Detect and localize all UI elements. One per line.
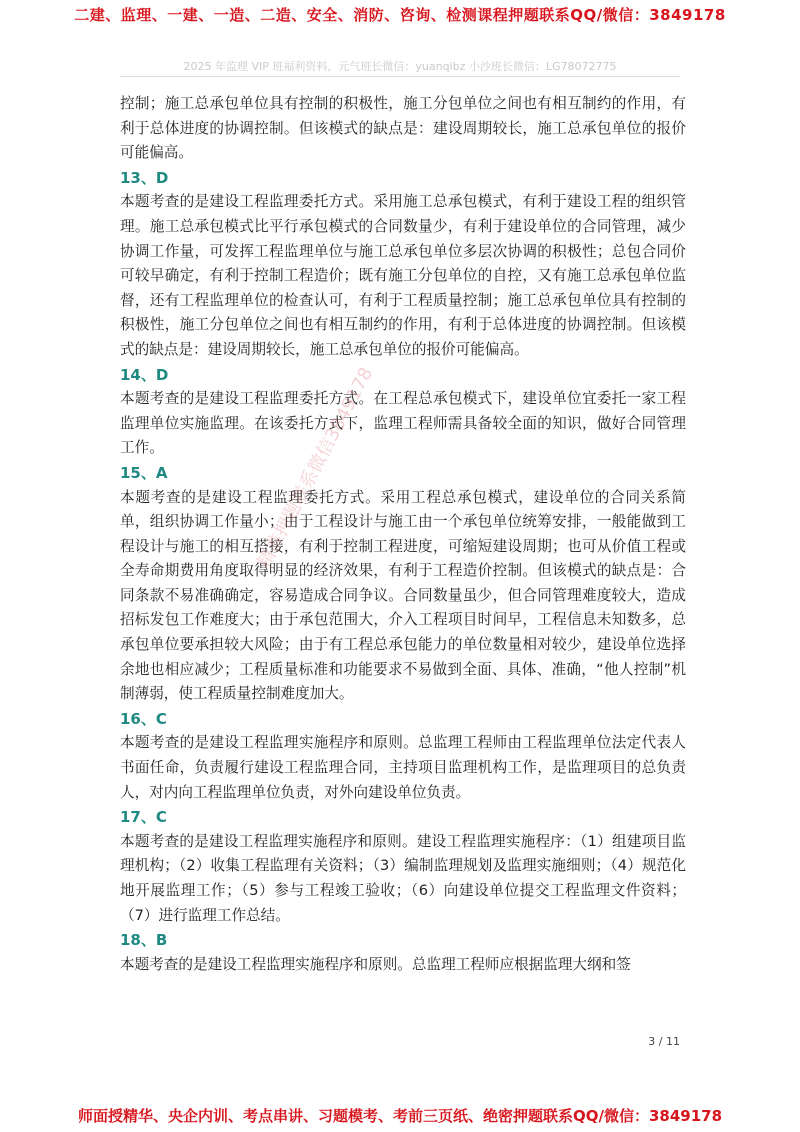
answer-heading-14: 14、D: [120, 365, 169, 384]
document-subtitle: 2025 年监理 VIP 班福利资料，元气班长微信：yuanqibz 小沙班长微信：LG78072775: [183, 60, 617, 73]
document-body: [120, 92, 686, 977]
answer-heading-17: 17、C: [120, 808, 167, 827]
paragraph-continued: 控制；施工总承包单位具有控制的积极性，施工分包单位之间也有相互制约的作用，有利于总体进度的协调控制。但该模式的缺点是：建设周期较长，施工总承包单位的报价可能偏高。: [120, 95, 686, 162]
answer-explanation-18: 本题考查的是建设工程监理实施程序和原则。总监理工程师应根据监理大纲和签: [120, 955, 631, 973]
answer-explanation-14: 本题考查的是建设工程监理委托方式。在工程总承包模式下，建设单位宜委托一家工程监理单位实施监理。在该委托方式下，监理工程师需具备较全面的知识，做好合同管理工作。: [120, 390, 686, 457]
top-promo-banner: 二建、监理、一建、一造、二造、安全、消防、咨询、检测课程押题联系QQ/微信：3849178: [74, 6, 726, 24]
header-divider: [120, 76, 680, 77]
answer-heading-13: 13、D: [120, 168, 169, 187]
answer-explanation-15: 本题考查的是建设工程监理委托方式。采用工程总承包模式，建设单位的合同关系简单，组织协调工作量小；由于工程设计与施工由一个承包单位统筹安排，一般能做到工程设计与施工的相互搭接，有利于控制工程进度，可缩短建设周期；也可从价值工程或全寿命期费用角度取得明显的经济效果，有利于工程造价控制。但该模式的缺点是：合同条款不易准确确定，容易造成合同争议。合同数量虽少，但合同管理难度较大，造成招标发包工作难度大；由于承包范围大，介入工程项目时间早，工程信息未知数多，总承包单位要承担较大风险；由于有工程总承包能力的单位数量相对较少，建设单位选择余地也相应减少；工程质量标准和功能要求不易做到全面、具体、准确，“他人控制”机制薄弱，使工程质量控制难度加大。: [120, 488, 686, 703]
answer-explanation-16: 本题考查的是建设工程监理实施程序和原则。总监理工程师由工程监理单位法定代表人书面任命，负责履行建设工程监理合同，主持项目监理机构工作，是监理项目的总负责人，对内向工程监理单位负责，对外向建设单位负责。: [120, 734, 686, 801]
answer-heading-15: 15、A: [120, 463, 168, 482]
page-number: 3 / 11: [648, 1035, 680, 1048]
bottom-promo-banner: 师面授精华、央企内训、考点串讲、习题模考、考前三页纸、绝密押题联系QQ/微信：3849178: [77, 1107, 723, 1125]
diagonal-watermark: 精准押题联系微信3849178: [253, 363, 378, 572]
answer-heading-18: 18、B: [120, 931, 168, 950]
answer-explanation-13: 本题考查的是建设工程监理委托方式。采用施工总承包模式，有利于建设工程的组织管理。施工总承包模式比平行承包模式的合同数量少，有利于建设单位的合同管理，减少协调工作量，可发挥工程监理单位与施工总承包单位多层次协调的积极性；总包合同价可较早确定，有利于控制工程造价；既有施工分包单位的自控，又有施工总承包单位监督，还有工程监理单位的检查认可，有利于工程质量控制；施工总承包单位具有控制的积极性，施工分包单位之间也有相互制约的作用，有利于总体进度的协调控制。但该模式的缺点是：建设周期较长，施工总承包单位的报价可能偏高。: [120, 193, 686, 358]
answer-heading-16: 16、C: [120, 709, 167, 728]
answer-explanation-17: 本题考查的是建设工程监理实施程序和原则。建设工程监理实施程序：（1）组建项目监理机构；（2）收集工程监理有关资料；（3）编制监理规划及监理实施细则；（4）规范化地开展监理工作；（5）参与工程竣工验收；（6）向建设单位提交工程监理文件资料；（7）进行监理工作总结。: [120, 832, 686, 924]
